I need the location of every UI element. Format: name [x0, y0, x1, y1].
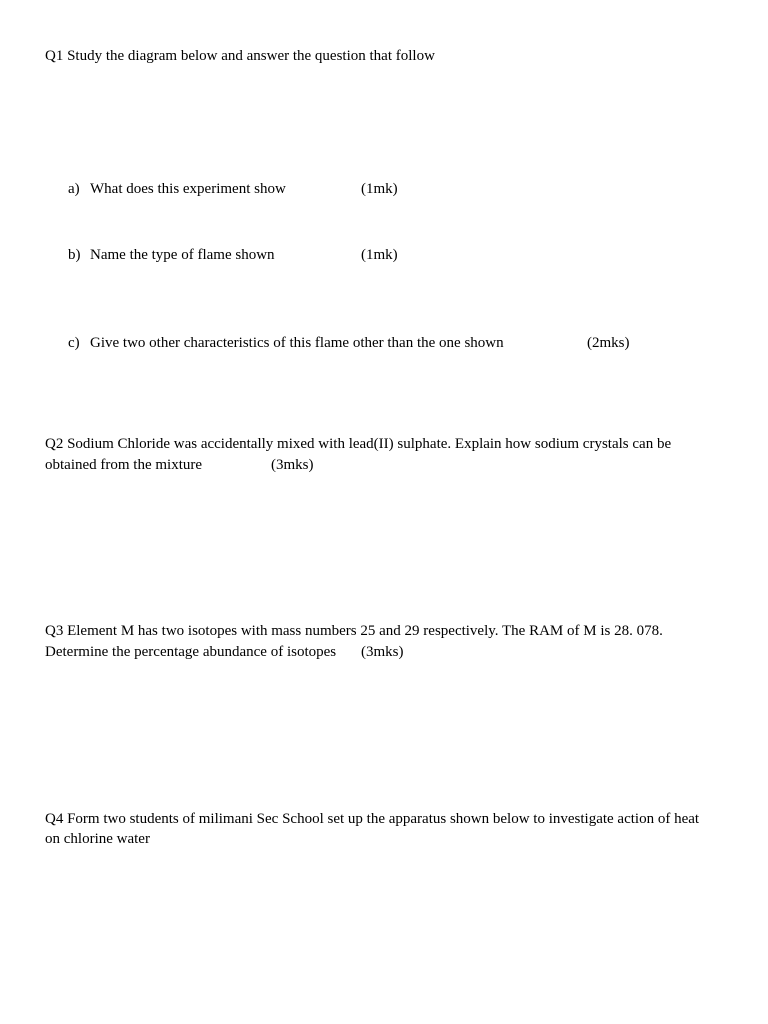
q1-part-b-letter: b)	[68, 247, 81, 263]
q1-prompt: Q1 Study the diagram below and answer the question that follow	[45, 48, 435, 64]
q1-part-c-letter: c)	[68, 335, 80, 351]
q3-marks: (3mks)	[361, 644, 404, 660]
q1-part-b-marks: (1mk)	[361, 247, 398, 263]
q1-part-a-marks: (1mk)	[361, 181, 398, 197]
q1-part-b-text: Name the type of flame shown	[90, 247, 275, 263]
q2-line-2: obtained from the mixture	[45, 457, 203, 473]
q1-part-c-marks: (2mks)	[587, 335, 630, 351]
q3-line-2: Determine the percentage abundance of isotopes	[45, 644, 337, 660]
q3-line-1: Q3 Element M has two isotopes with mass numbers 25 and 29 respectively. The RAM of M is 28. 078.	[45, 623, 663, 639]
q1-part-c-text: Give two other characteristics of this flame other than the one shown	[90, 335, 504, 351]
q1-part-a-letter: a)	[68, 181, 80, 197]
q2-line-1: Q2 Sodium Chloride was accidentally mixed with lead(II) sulphate. Explain how sodium crystals can be	[45, 436, 672, 452]
q4-line-1: Q4 Form two students of milimani Sec School set up the apparatus shown below to investigate action of heat	[45, 811, 700, 827]
q2-marks: (3mks)	[271, 457, 314, 473]
q1-part-a-text: What does this experiment show	[90, 181, 286, 197]
q4-line-2: on chlorine water	[45, 831, 150, 847]
